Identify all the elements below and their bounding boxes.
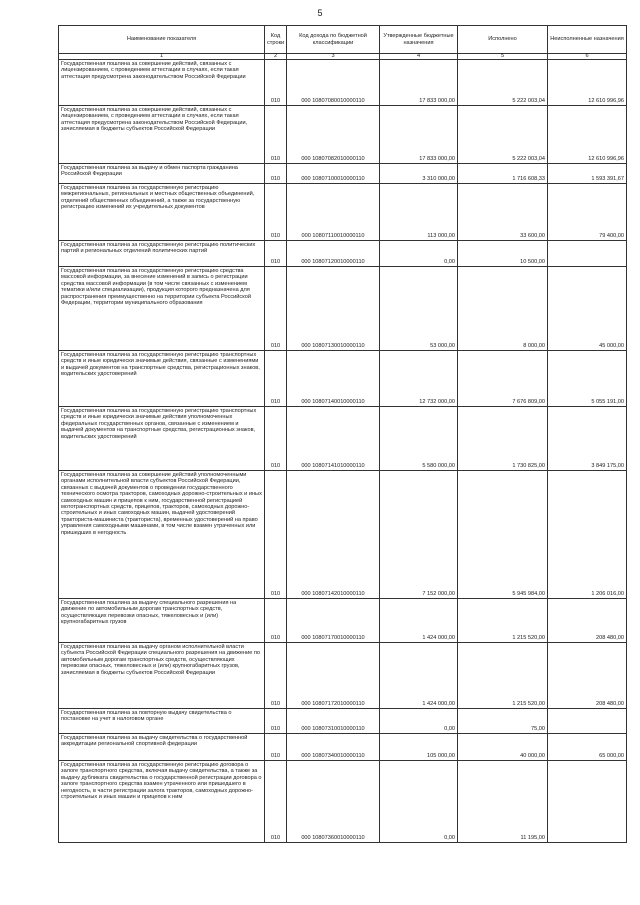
row-name: Государственная пошлина за совершение действий уполномоченными органами исполнительной власти субъектов Российской Федерации, связанных с выдачей документов о проведении государственного технического осмотра тракторов, самоходных дорожно-строительных и иных самоходных машин и прицепов к ним, государственной регистрацией мототранспортных средств, прицепов, тракторов, самоходных дорожно-строительных и иных самоходных машин, выдачей удостоверений тракториста-машиниста (тракториста), временных удостоверений на право управления самоходными машинами, в том числе взамен утраченных или пришедших в негодность [59,471,265,599]
column-number: 4 [380,54,458,60]
row-line-code: 010 [265,407,287,471]
row-name: Государственная пошлина за государственную регистрацию политических партий и региональных отделений политических партий [59,241,265,267]
row-unexecuted: 208 480,00 [548,599,627,643]
row-name: Государственная пошлина за повторную выдачу свидетельства о постановке на учет в налоговом органе [59,709,265,734]
row-income-code: 000 10807082010000110 [287,106,380,164]
row-unexecuted: 45 000,00 [548,267,627,351]
table-row [59,267,627,351]
row-name: Государственная пошлина за государственную регистрацию транспортных средств и иные юридически значимые действия уполномоченных федеральных государственных органов, связанные с изменением и выдачей документов на транспортные средства, регистрационных знаков, водительских удостоверений [59,407,265,471]
row-line-code: 010 [265,164,287,184]
table-row [59,643,627,709]
column-number: 1 [59,54,265,60]
row-line-code: 010 [265,106,287,164]
table-row [59,599,627,643]
header-executed: Исполнено [458,26,548,54]
row-unexecuted: 1 206 016,00 [548,471,627,599]
table-row [59,734,627,761]
row-unexecuted [548,761,627,843]
row-approved: 17 833 000,00 [380,60,458,106]
column-number: 5 [458,54,548,60]
table-row [59,164,627,184]
row-income-code: 000 10807100010000110 [287,164,380,184]
row-line-code: 010 [265,643,287,709]
row-income-code: 000 10807310010000110 [287,709,380,734]
row-name: Государственная пошлина за совершение действий, связанных с лицензированием, с проведением аттестации в случаях, если такая аттестация предусмотрена законодательством Российской Федерации [59,60,265,106]
row-approved: 5 580 000,00 [380,407,458,471]
row-line-code: 010 [265,267,287,351]
table-row [59,184,627,241]
row-executed: 40 000,00 [458,734,548,761]
row-approved: 3 310 000,00 [380,164,458,184]
row-income-code: 000 10807340010000110 [287,734,380,761]
row-approved: 1 424 000,00 [380,643,458,709]
row-name: Государственная пошлина за совершение действий, связанных с лицензированием, с проведением аттестации в случаях, если такая аттестация предусмотрена законодательством Российской Федерации, зачисляемая в бюджеты субъектов Российской Федерации [59,106,265,164]
table-row [59,60,627,106]
row-unexecuted: 3 849 175,00 [548,407,627,471]
row-unexecuted: 5 055 191,00 [548,351,627,407]
column-number: 2 [265,54,287,60]
row-executed: 1 215 520,00 [458,643,548,709]
row-line-code: 010 [265,709,287,734]
row-income-code: 000 10807130010000110 [287,267,380,351]
row-line-code: 010 [265,599,287,643]
table-row [59,106,627,164]
row-executed: 1 215 520,00 [458,599,548,643]
row-approved: 12 732 000,00 [380,351,458,407]
row-executed: 5 222 003,04 [458,106,548,164]
row-approved: 7 152 000,00 [380,471,458,599]
header-income-code: Код дохода по бюджетной классификации [287,26,380,54]
table-row [59,407,627,471]
table-row [59,471,627,599]
row-unexecuted: 79 400,00 [548,184,627,241]
row-income-code: 000 10807140010000110 [287,351,380,407]
row-income-code: 000 10807142010000110 [287,471,380,599]
row-name: Государственная пошлина за государственную регистрацию средства массовой информации, за внесение изменений в запись о регистрации средства массовой информации (в том числе связанных с изменением тематики и/или специализации), продукция которого предназначена для распространения преимущественно на территории субъекта Российской Федерации, территории муниципального образования [59,267,265,351]
row-line-code: 010 [265,241,287,267]
row-income-code: 000 10807110010000110 [287,184,380,241]
row-income-code: 000 10807170010000110 [287,599,380,643]
row-line-code: 010 [265,734,287,761]
row-unexecuted [548,241,627,267]
row-executed: 75,00 [458,709,548,734]
row-executed: 1 716 608,33 [458,164,548,184]
header-unexecuted: Неисполненные назначения [548,26,627,54]
row-name: Государственная пошлина за государственную регистрацию транспортных средств и иные юридически значимые действия, связанные с изменениями и выдачей документов на транспортные средства, регистрационных знаков, водительских удостоверений [59,351,265,407]
row-name: Государственная пошлина за выдачу свидетельства о государственной аккредитации региональной спортивной федерации [59,734,265,761]
row-line-code: 010 [265,471,287,599]
row-unexecuted: 65 000,00 [548,734,627,761]
row-approved: 1 424 000,00 [380,599,458,643]
row-approved: 17 833 000,00 [380,106,458,164]
row-name: Государственная пошлина за государственную регистрацию межрегиональных, региональных и местных общественных объединений, отделений общественных объединений, а также за государственную регистрацию изменений их учредительных документов [59,184,265,241]
table-row [59,241,627,267]
row-name: Государственная пошлина за выдачу специального разрешения на движение по автомобильным дорогам транспортных средств, осуществляющих перевозки опасных, тяжеловесных и (или) крупногабаритных грузов [59,599,265,643]
row-executed: 10 500,00 [458,241,548,267]
row-income-code: 000 10807120010000110 [287,241,380,267]
row-unexecuted: 12 610 996,96 [548,60,627,106]
row-line-code: 010 [265,184,287,241]
column-number: 6 [548,54,627,60]
row-name: Государственная пошлина за выдачу органом исполнительной власти субъекта Российской Федерации специального разрешения на движение по автомобильным дорогам транспортных средств, осуществляющих перевозки опасных, тяжеловесных и (или) крупногабаритных грузов, зачисляемая в бюджеты субъектов Российской Федерации [59,643,265,709]
row-executed: 5 945 984,00 [458,471,548,599]
budget-report-table [58,25,627,843]
table-row [59,351,627,407]
row-executed: 1 730 825,00 [458,407,548,471]
row-income-code: 000 10807360010000110 [287,761,380,843]
row-approved: 53 000,00 [380,267,458,351]
header-approved: Утвержденные бюджетные назначения [380,26,458,54]
row-income-code: 000 10807141010000110 [287,407,380,471]
row-income-code: 000 10807080010000110 [287,60,380,106]
table-row [59,709,627,734]
row-approved: 0,00 [380,241,458,267]
row-unexecuted: 12 610 996,96 [548,106,627,164]
header-line-code: Код строки [265,26,287,54]
row-line-code: 010 [265,351,287,407]
row-income-code: 000 10807172010000110 [287,643,380,709]
row-name: Государственная пошлина за государственную регистрацию договора о залоге транспортного средства, включая выдачу свидетельства, а также за выдачу дубликата свидетельства о государственной регистрации договора о залоге транспортного средства взамен утраченного или пришедшего в негодность, в части регистрации залога тракторов, самоходных дорожно-строительных и иных машин и прицепов к ним [59,761,265,843]
row-executed: 7 676 809,00 [458,351,548,407]
header-indicator-name: Наименование показателя [59,26,265,54]
table-row [59,761,627,843]
row-executed: 11 195,00 [458,761,548,843]
table-header [59,26,627,60]
row-executed: 8 000,00 [458,267,548,351]
row-line-code: 010 [265,761,287,843]
row-approved: 0,00 [380,761,458,843]
row-executed: 5 222 003,04 [458,60,548,106]
row-executed: 33 600,00 [458,184,548,241]
row-name: Государственная пошлина за выдачу и обмен паспорта гражданина Российской Федерации [59,164,265,184]
row-approved: 113 000,00 [380,184,458,241]
row-approved: 0,00 [380,709,458,734]
row-unexecuted: 208 480,00 [548,643,627,709]
page-number: 5 [317,8,323,18]
row-unexecuted [548,709,627,734]
row-approved: 105 000,00 [380,734,458,761]
column-number: 3 [287,54,380,60]
row-line-code: 010 [265,60,287,106]
row-unexecuted: 1 593 391,67 [548,164,627,184]
